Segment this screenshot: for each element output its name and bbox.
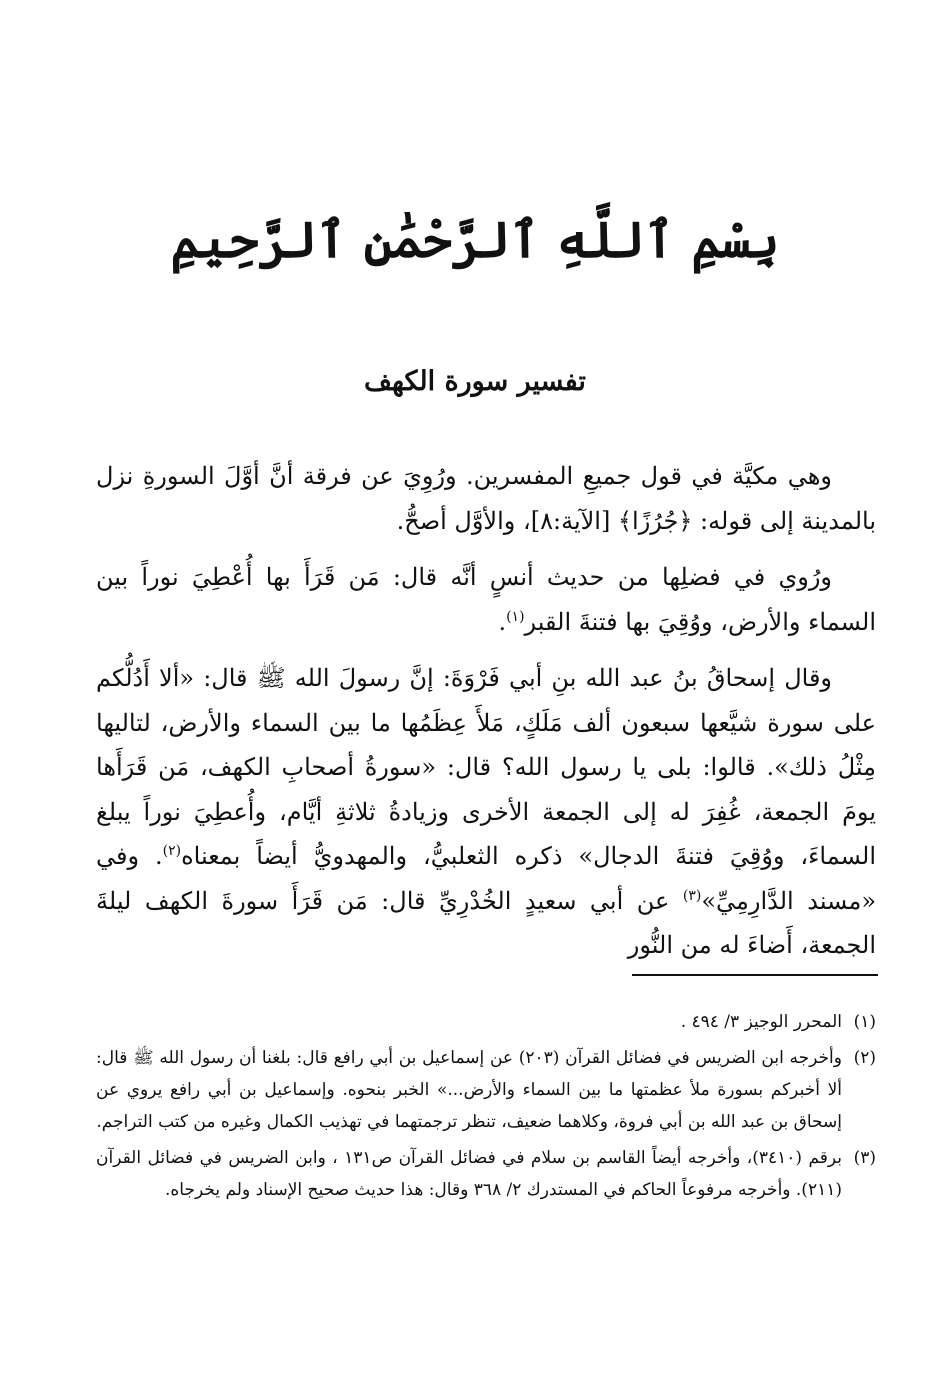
footnote-separator (632, 974, 878, 976)
paragraph-1-text: وهي مكيَّة في قول جميعِ المفسرين. ورُوِيَ عن فرقة أنَّ أوَّلَ السورةِ نزل بالمدينة إلى قوله: ﴿جُرُزًا﴾ [الآية:٨]، والأوَّل أصحُّ. (96, 462, 876, 535)
footnote-text: وأخرجه ابن الضريس في فضائل القرآن (٢٠٣) عن إسماعيل بن أبي رافع قال: بلغنا أن رسول الله ﷺ قال: ألا أخبركم بسورة ملأ عظمتها ما بين السماء والأرض...» الخبر بنحوه. وإسماعيل بن أبي رافع يروي عن إسحاق بن عبد الله بن أبي فروة، وكلاهما ضعيف، تنظر ترجمتهما في تهذيب الكمال وغيره من كتب التراجم. (96, 1048, 842, 1132)
paragraph-2-text: ورُوي في فضلِها من حديث أنسٍ أنَّه قال: مَن قَرَأَ بها أُعْطِيَ نوراً بين السماء والأرض، ووُقِيَ بها فتنةَ القبر (96, 563, 876, 636)
footnote-text: المحرر الوجيز ٣/ ٤٩٤ . (680, 1012, 842, 1032)
paragraph-3-tail-2: عن أبي سعيدٍ الخُدْرِيِّ قال: مَن قَرَأَ سورةَ الكهف ليلةَ الجمعة، أَضاءَ له من النُّور (96, 886, 876, 959)
paragraph-3 (96, 656, 876, 968)
main-text (96, 454, 876, 980)
basmala-heading: بِسْمِ ٱللَّهِ ٱلرَّحْمَٰنِ ٱلرَّحِيمِ (170, 210, 780, 269)
paragraph-2-tail: . (498, 607, 507, 636)
footnote-ref-3: (٣) (682, 887, 702, 904)
footnote-number: (٣) (853, 1148, 876, 1168)
surah-title: تفسير سورة الكهف (364, 366, 586, 397)
footnote-ref-1: (١) (506, 608, 525, 625)
footnote-2 (96, 1042, 876, 1138)
paragraph-1 (96, 454, 876, 543)
footnote-ref-2: (٢) (162, 843, 182, 859)
footnote-1 (96, 1006, 876, 1038)
footnote-text: برقم (٣٤١٠)، وأخرجه أيضاً القاسم بن سلام في فضائل القرآن ص١٣١ ، وابن الضريس في فضائل القرآن (٢١١). وأخرجه مرفوعاً الحاكم في المستدرك ٢/ ٣٦٨ وقال: هذا حديث صحيح الإسناد ولم يخرجاه. (96, 1148, 842, 1200)
footnote-number: (١) (853, 1012, 876, 1032)
paragraph-3-tail: . وفي «مسند الدَّارِمِيِّ» (96, 842, 877, 915)
footnotes-section (96, 1006, 876, 1210)
footnote-3 (96, 1142, 876, 1206)
paragraph-2 (96, 555, 876, 644)
paragraph-3-text: وقال إسحاقُ بنُ عبد الله بنِ أبي فَرْوَةَ: إنَّ رسولَ الله ﷺ قال: «ألا أَدُلُّكم على سورة شيَّعها سبعون ألف مَلَكٍ، مَلأَ عِظَمُها ما بين السماء والأرض، لتاليها مِثْلُ ذلك». قالوا: بلى يا رسول الله؟ قال: «سورةُ أصحابِ الكهف، مَن قَرَأَها يومَ الجمعة، غُفِرَ له إلى الجمعة الأخرى وزيادةُ ثلاثةِ أيَّام، وأُعطِيَ نوراً يبلغ السماءَ، ووُقِيَ فتنةَ الدجال» ذكره الثعلبيُّ، والمهدويُّ أيضاً بمعناه (96, 664, 876, 870)
footnote-number: (٢) (853, 1048, 876, 1068)
